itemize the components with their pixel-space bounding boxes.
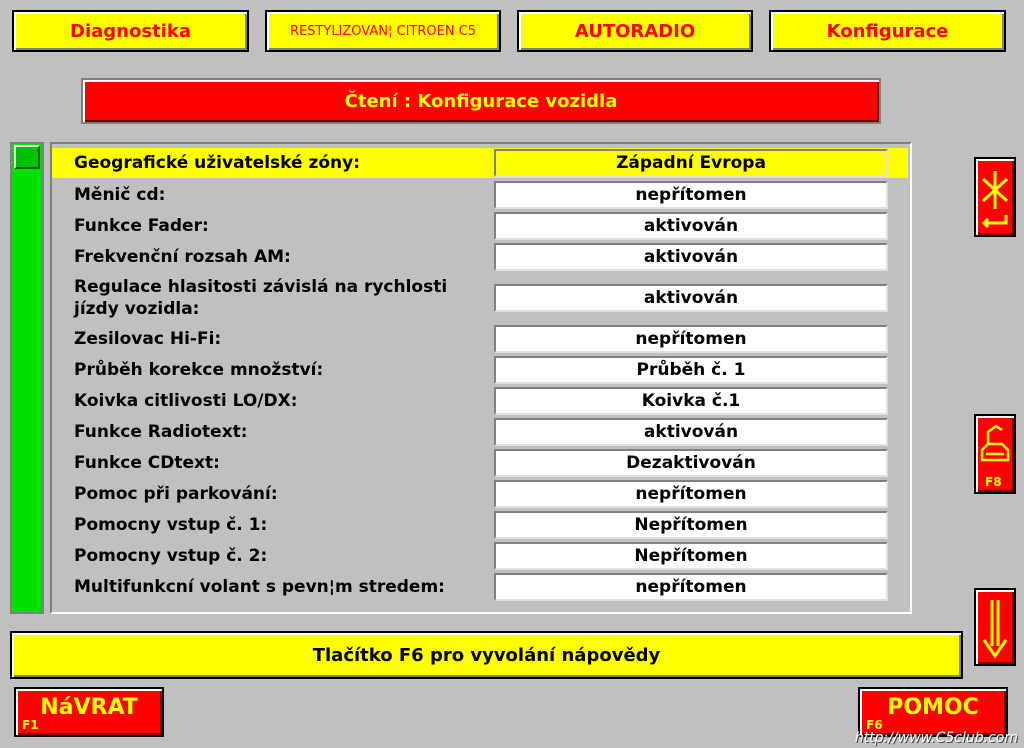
row-value: nepřítomen	[494, 181, 888, 209]
row-label: Pomoc při parkování:	[74, 484, 278, 504]
row-label: Průběh korekce množství:	[74, 360, 324, 380]
row-value: aktivován	[494, 212, 888, 240]
table-row[interactable]	[52, 273, 908, 323]
row-value: Nepřítomen	[494, 542, 888, 570]
row-value: nepřítomen	[494, 325, 888, 353]
table-row[interactable]	[52, 541, 908, 571]
row-value: aktivován	[494, 418, 888, 446]
status-bar: Tlačítko F6 pro vyvolání nápovědy	[10, 631, 963, 679]
row-label: Multifunkcní volant s pevn¦m stredem:	[74, 577, 445, 597]
table-row[interactable]	[52, 324, 908, 354]
row-value: Nepřítomen	[494, 511, 888, 539]
row-label: Měnič cd:	[74, 185, 166, 205]
print-icon	[976, 416, 1014, 476]
row-label: Pomocny vstup č. 2:	[74, 546, 268, 566]
table-row[interactable]	[52, 386, 908, 416]
page-title: Čtení : Konfigurace vozidla	[81, 78, 881, 124]
arrow-down-icon	[976, 590, 1014, 664]
table-row[interactable]	[52, 211, 908, 241]
row-value: aktivován	[494, 284, 888, 312]
help-key-label: F6	[866, 718, 883, 732]
row-label: Geografické uživatelské zóny:	[74, 153, 360, 173]
row-label: Pomocny vstup č. 1:	[74, 515, 268, 535]
row-label: Funkce CDtext:	[74, 453, 220, 473]
row-label: Frekvenční rozsah AM:	[74, 247, 291, 267]
row-value: aktivován	[494, 243, 888, 271]
table-row[interactable]	[52, 242, 908, 272]
table-row[interactable]	[52, 148, 908, 178]
back-key-label: F1	[22, 718, 39, 732]
row-label: Funkce Fader:	[74, 216, 209, 236]
print-button[interactable]	[974, 414, 1016, 494]
table-row[interactable]	[52, 479, 908, 509]
row-label: Zesilovac Hi-Fi:	[74, 329, 222, 349]
row-value: nepřítomen	[494, 573, 888, 601]
row-value: nepřítomen	[494, 480, 888, 508]
scrollbar-thumb[interactable]	[14, 145, 40, 169]
watermark: http://www.C5club.com	[854, 730, 1018, 746]
row-value: Dezaktivován	[494, 449, 888, 477]
row-label: Regulace hlasitosti závislá na rychlosti jízdy vozidla:	[74, 277, 448, 319]
help-button-label: POMOC	[887, 695, 979, 720]
table-row[interactable]	[52, 448, 908, 478]
scrollbar-track[interactable]	[10, 142, 44, 614]
row-label: Koivka citlivosti LO/DX:	[74, 391, 298, 411]
tab-autoradio[interactable]: AUTORADIO	[517, 10, 753, 52]
row-value: Průběh č. 1	[494, 356, 888, 384]
tab-konfigurace[interactable]: Konfigurace	[769, 10, 1006, 52]
cancel-icon	[976, 159, 1014, 235]
back-button[interactable]	[14, 687, 164, 737]
row-value: Koivka č.1	[494, 387, 888, 415]
table-row[interactable]	[52, 510, 908, 540]
back-button-label: NáVRAT	[40, 695, 138, 720]
table-row[interactable]	[52, 417, 908, 447]
table-row[interactable]	[52, 355, 908, 385]
tab-vehicle[interactable]: RESTYLIZOVAN¦ CITROEN C5	[265, 10, 501, 52]
print-key-label: F8	[985, 475, 1002, 489]
row-value: Západní Evropa	[494, 149, 888, 177]
table-row[interactable]	[52, 180, 908, 210]
scroll-down-button[interactable]	[974, 588, 1016, 666]
tab-diagnostika[interactable]: Diagnostika	[12, 10, 249, 52]
row-label: Funkce Radiotext:	[74, 422, 248, 442]
cancel-button[interactable]	[974, 157, 1016, 237]
table-row[interactable]	[52, 572, 908, 602]
